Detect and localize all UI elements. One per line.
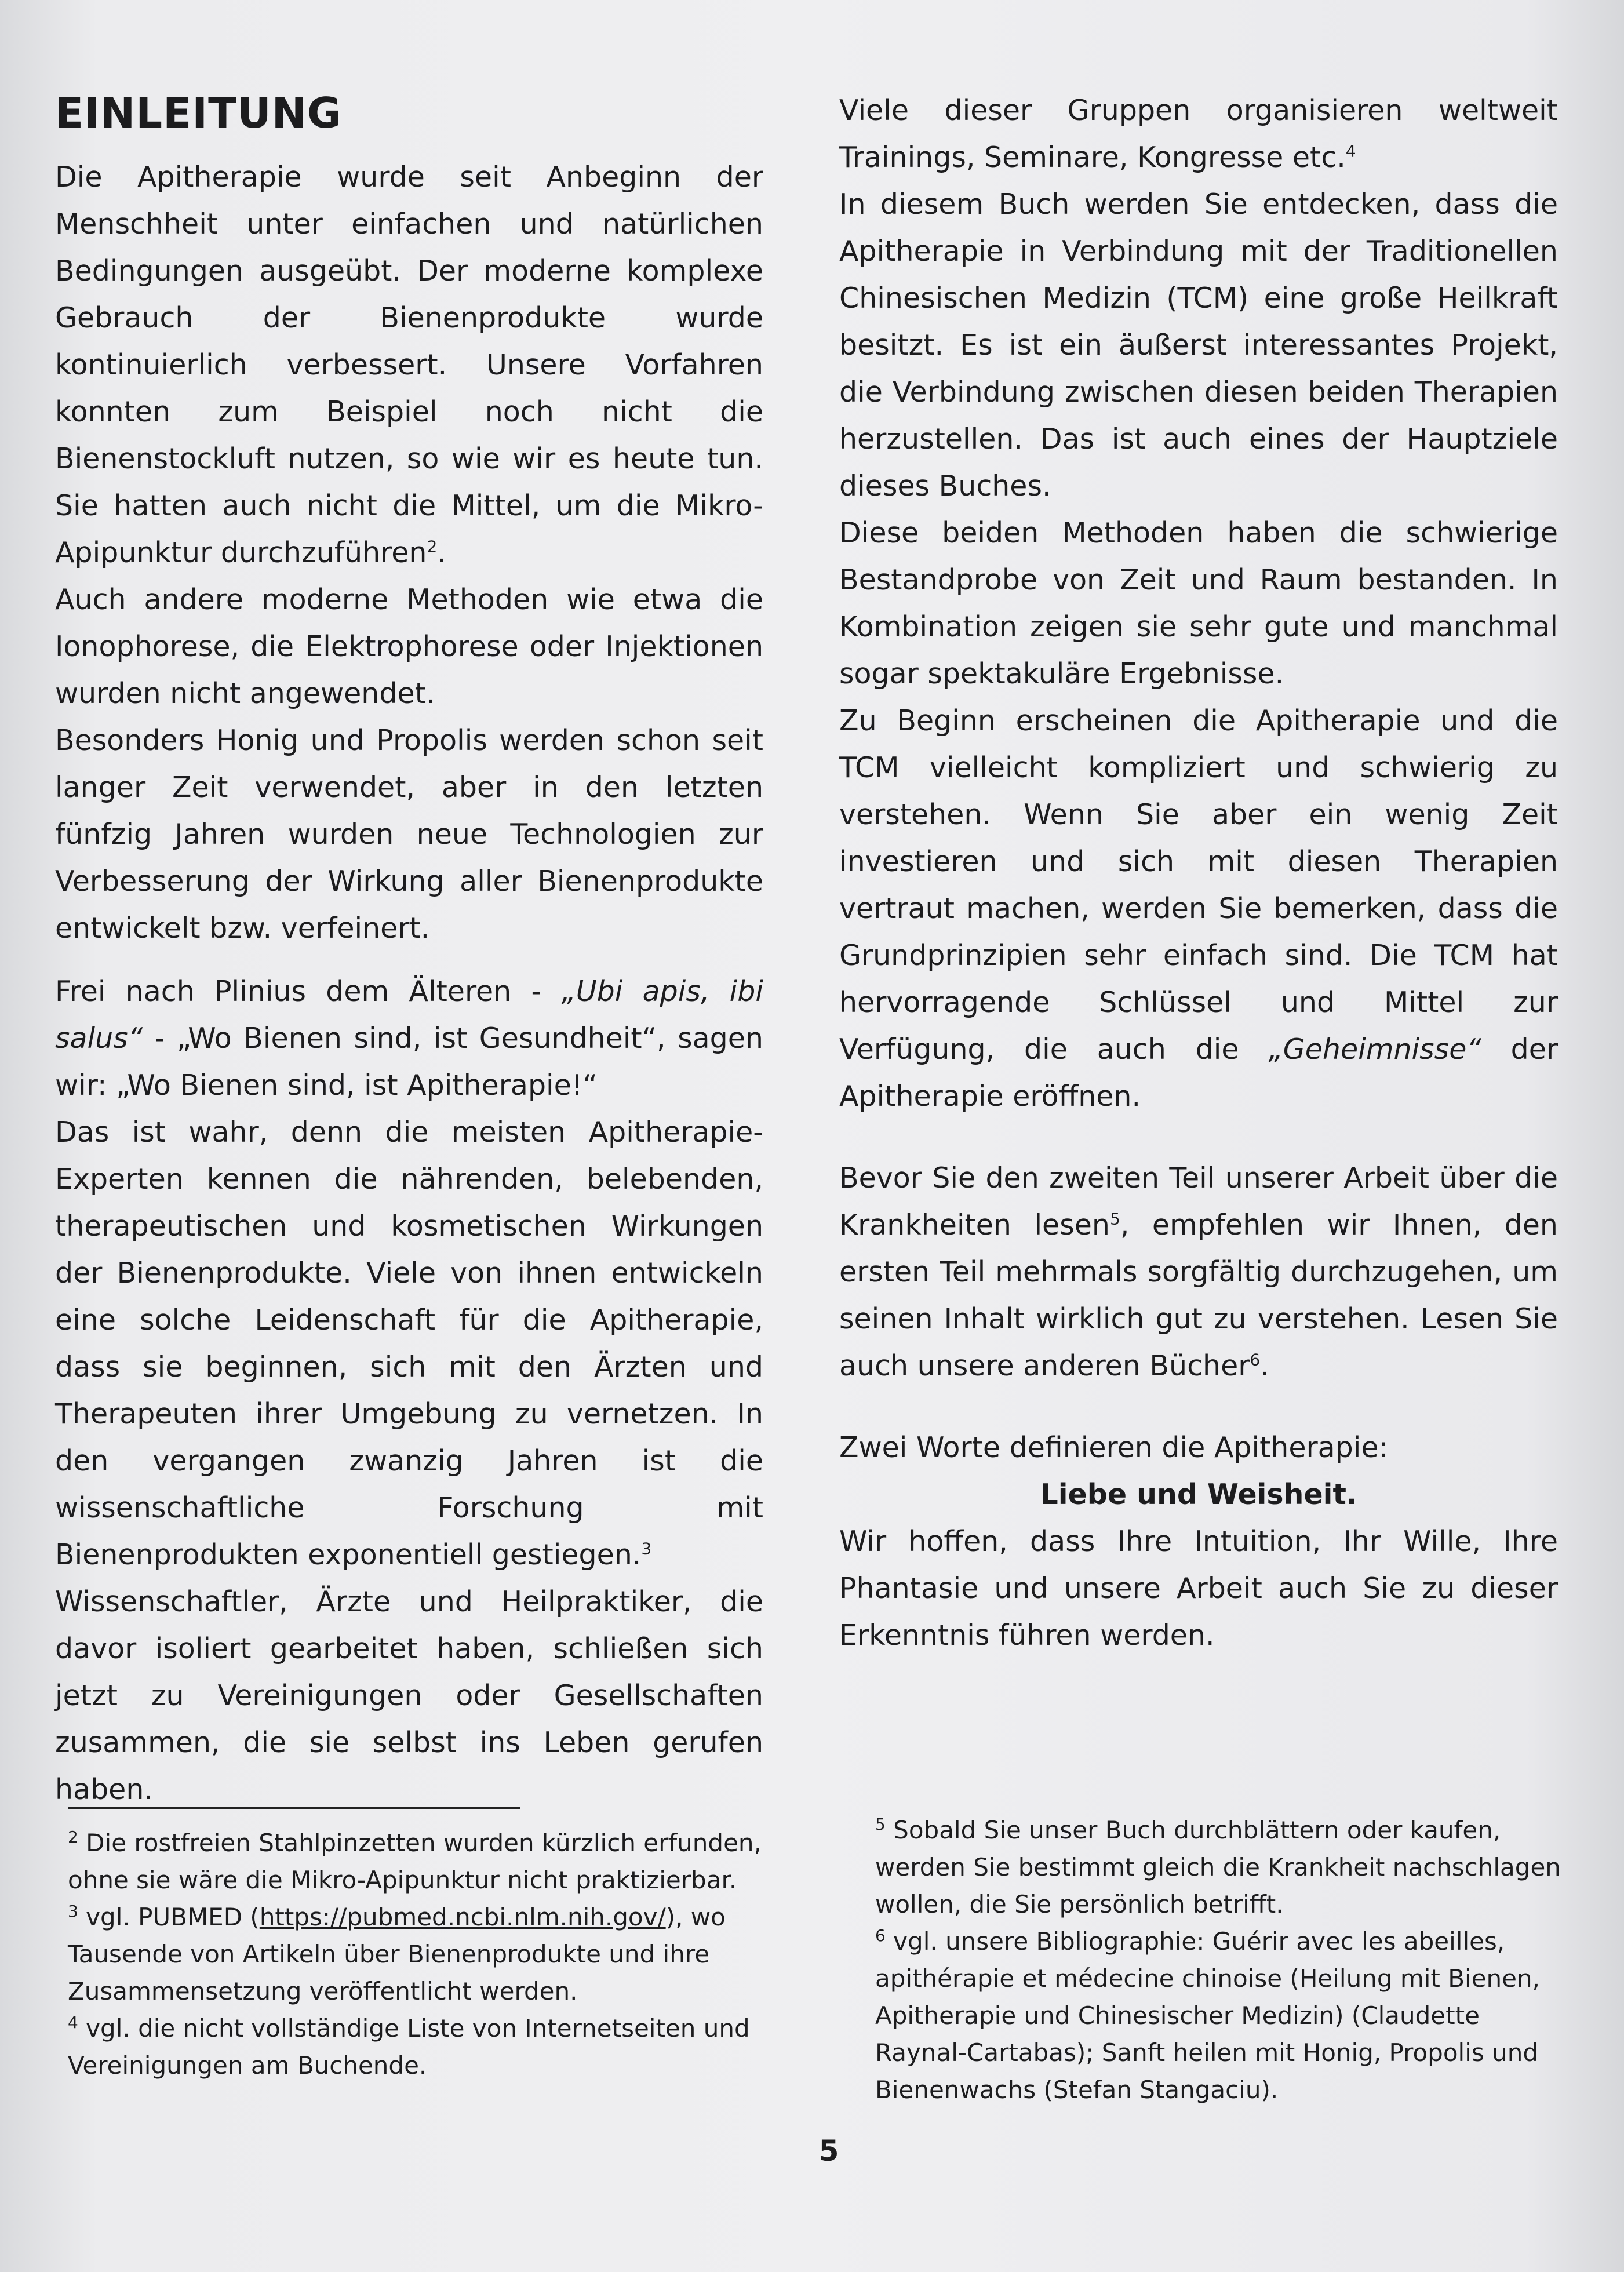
footnote: $^6$ vgl. unsere Bibliographie: Guérir avec les abeilles, apithérapie et médecine chinoise (Heilung mit Bienen, Apitherapie und Chinesischer Medizin) (Claudette Raynal-Cartabas); Sanft heilen mit Honig, Propolis und Bienenwachs (Stefan Stangaciu).	[875, 1926, 1540, 2104]
paragraph: Wir hoffen, dass Ihre Intuition, Ihr Wille, Ihre Phantasie und unsere Arbeit auch Sie zu dieser Erkenntnis führen werden.	[839, 1525, 1558, 1652]
footnote: $^3$ vgl. PUBMED (https://pubmed.ncbi.nlm.nih.gov/), wo Tausende von Artikeln über Bienenprodukte und ihre Zusammensetzung veröffentlicht werden.	[68, 1902, 726, 2005]
right-column	[839, 87, 1558, 1659]
paragraph: Das ist wahr, denn die meisten Apitherapie-Experten kennen die nährenden, belebenden, therapeutischen und kosmetischen Wirkungen der Bienenprodukte. Viele von ihnen entwickeln eine solche Leidenschaft für die Apitherapie, dass sie beginnen, sich mit den Ärzten und Therapeuten ihrer Umgebung zu vernetzen. In den vergangen zwanzig Jahren ist die wissenschaftliche Forschung mit Bienenprodukten exponentiell gestiegen.$^3$	[55, 1116, 763, 1571]
paragraph: In diesem Buch werden Sie entdecken, dass die Apitherapie in Verbindung mit der Traditionellen Chinesischen Medizin (TCM) eine große Heilkraft besitzt. Es ist ein äußerst interessantes Projekt, die Verbindung zwischen diesen beiden Therapien herzustellen. Das ist auch eines der Hauptziele dieses Buches.	[839, 188, 1558, 503]
paragraph: Zwei Worte definieren die Apitherapie:	[839, 1431, 1389, 1464]
quoted-term: „Geheimnisse“	[1268, 1033, 1481, 1066]
footnote: $^2$ Die rostfreien Stahlpinzetten wurden kürzlich erfunden, ohne sie wäre die Mikro-Apipunktur nicht praktizierbar.	[68, 1827, 762, 1894]
paragraph: Die Apitherapie wurde seit Anbeginn der Menschheit unter einfachen und natürlichen Bedingungen ausgeübt. Der moderne komplexe Gebrauch der Bienenprodukte wurde kontinuierlich verbessert. Unsere Vorfahren konnten zum Beispiel noch nicht die Bienenstockluft nutzen, so wie wir es heute tun. Sie hatten auch nicht die Mittel, um die Mikro-Apipunktur durchzuführen$^2$.	[55, 161, 763, 569]
paragraph: Viele dieser Gruppen organisieren weltweit Trainings, Seminare, Kongresse etc.$^4$	[839, 94, 1558, 174]
paragraph: Wissenschaftler, Ärzte und Heilpraktiker, die davor isoliert gearbeitet haben, schließen sich jetzt zu Vereinigungen oder Gesellschaften zusammen, die sie selbst ins Leben gerufen haben.	[55, 1585, 763, 1806]
page-number: 5	[818, 2134, 839, 2168]
footnote-divider	[68, 1807, 520, 1809]
footnote-ref[interactable]: 2	[427, 537, 438, 556]
paragraph: Bevor Sie den zweiten Teil unserer Arbeit über die Krankheiten lesen$^5$, empfehlen wir Ihnen, den ersten Teil mehrmals sorgfältig durchzugehen, um seinen Inhalt wirklich gut zu verstehen. Lesen Sie auch unsere anderen Bücher$^6$.	[839, 1162, 1558, 1382]
footnotes-left	[68, 1825, 763, 2084]
footnote: $^4$ vgl. die nicht vollständige Liste von Internetseiten und Vereinigungen am Buchende.	[68, 2013, 750, 2080]
footnote: $^5$ Sobald Sie unser Buch durchblättern oder kaufen, werden Sie bestimmt gleich die Krankheit nachschlagen wollen, die Sie persönlich betrifft.	[875, 1815, 1561, 1918]
paragraph: Besonders Honig und Propolis werden schon seit langer Zeit verwendet, aber in den letzten fünfzig Jahren wurden neue Technologien zur Verbesserung der Wirkung aller Bienenprodukte entwickelt bzw. verfeinert.	[55, 724, 763, 945]
footnote-ref[interactable]: 5	[1109, 1209, 1120, 1229]
paragraph: Auch andere moderne Methoden wie etwa die Ionophorese, die Elektrophorese oder Injektionen wurden nicht angewendet.	[55, 583, 763, 710]
chapter-heading: EINLEITUNG	[55, 89, 343, 137]
footnote-ref[interactable]: 4	[1345, 141, 1356, 161]
left-column	[55, 84, 763, 1813]
footnotes-right	[875, 1812, 1571, 2109]
footnote-ref[interactable]: 3	[641, 1539, 652, 1559]
emphasis-line: Liebe und Weisheit.	[1040, 1478, 1357, 1511]
latin-quote: „Ubi apis, ibi salus“	[55, 975, 763, 1055]
footnote-ref[interactable]: 6	[1250, 1350, 1261, 1370]
pubmed-link[interactable]: https://pubmed.ncbi.nlm.nih.gov/	[259, 1903, 666, 1931]
paragraph: Zu Beginn erscheinen die Apitherapie und die TCM vielleicht kompliziert und schwierig zu verstehen. Wenn Sie aber ein wenig Zeit investieren und sich mit diesen Therapien vertraut machen, werden Sie bemerken, dass die Grundprinzipien sehr einfach sind. Die TCM hat hervorragende Schlüssel und Mittel zur Verfügung, die auch die „Geheimnisse“ der Apitherapie eröffnen.	[839, 704, 1558, 1113]
paragraph: Diese beiden Methoden haben die schwierige Bestandprobe von Zeit und Raum bestanden. In Kombination zeigen sie sehr gute und manchmal sogar spektakuläre Ergebnisse.	[839, 516, 1558, 690]
paragraph: Frei nach Plinius dem Älteren - „Ubi apis, ibi salus“ - „Wo Bienen sind, ist Gesundheit“, sagen wir: „Wo Bienen sind, ist Apitherapie!“	[55, 975, 763, 1102]
